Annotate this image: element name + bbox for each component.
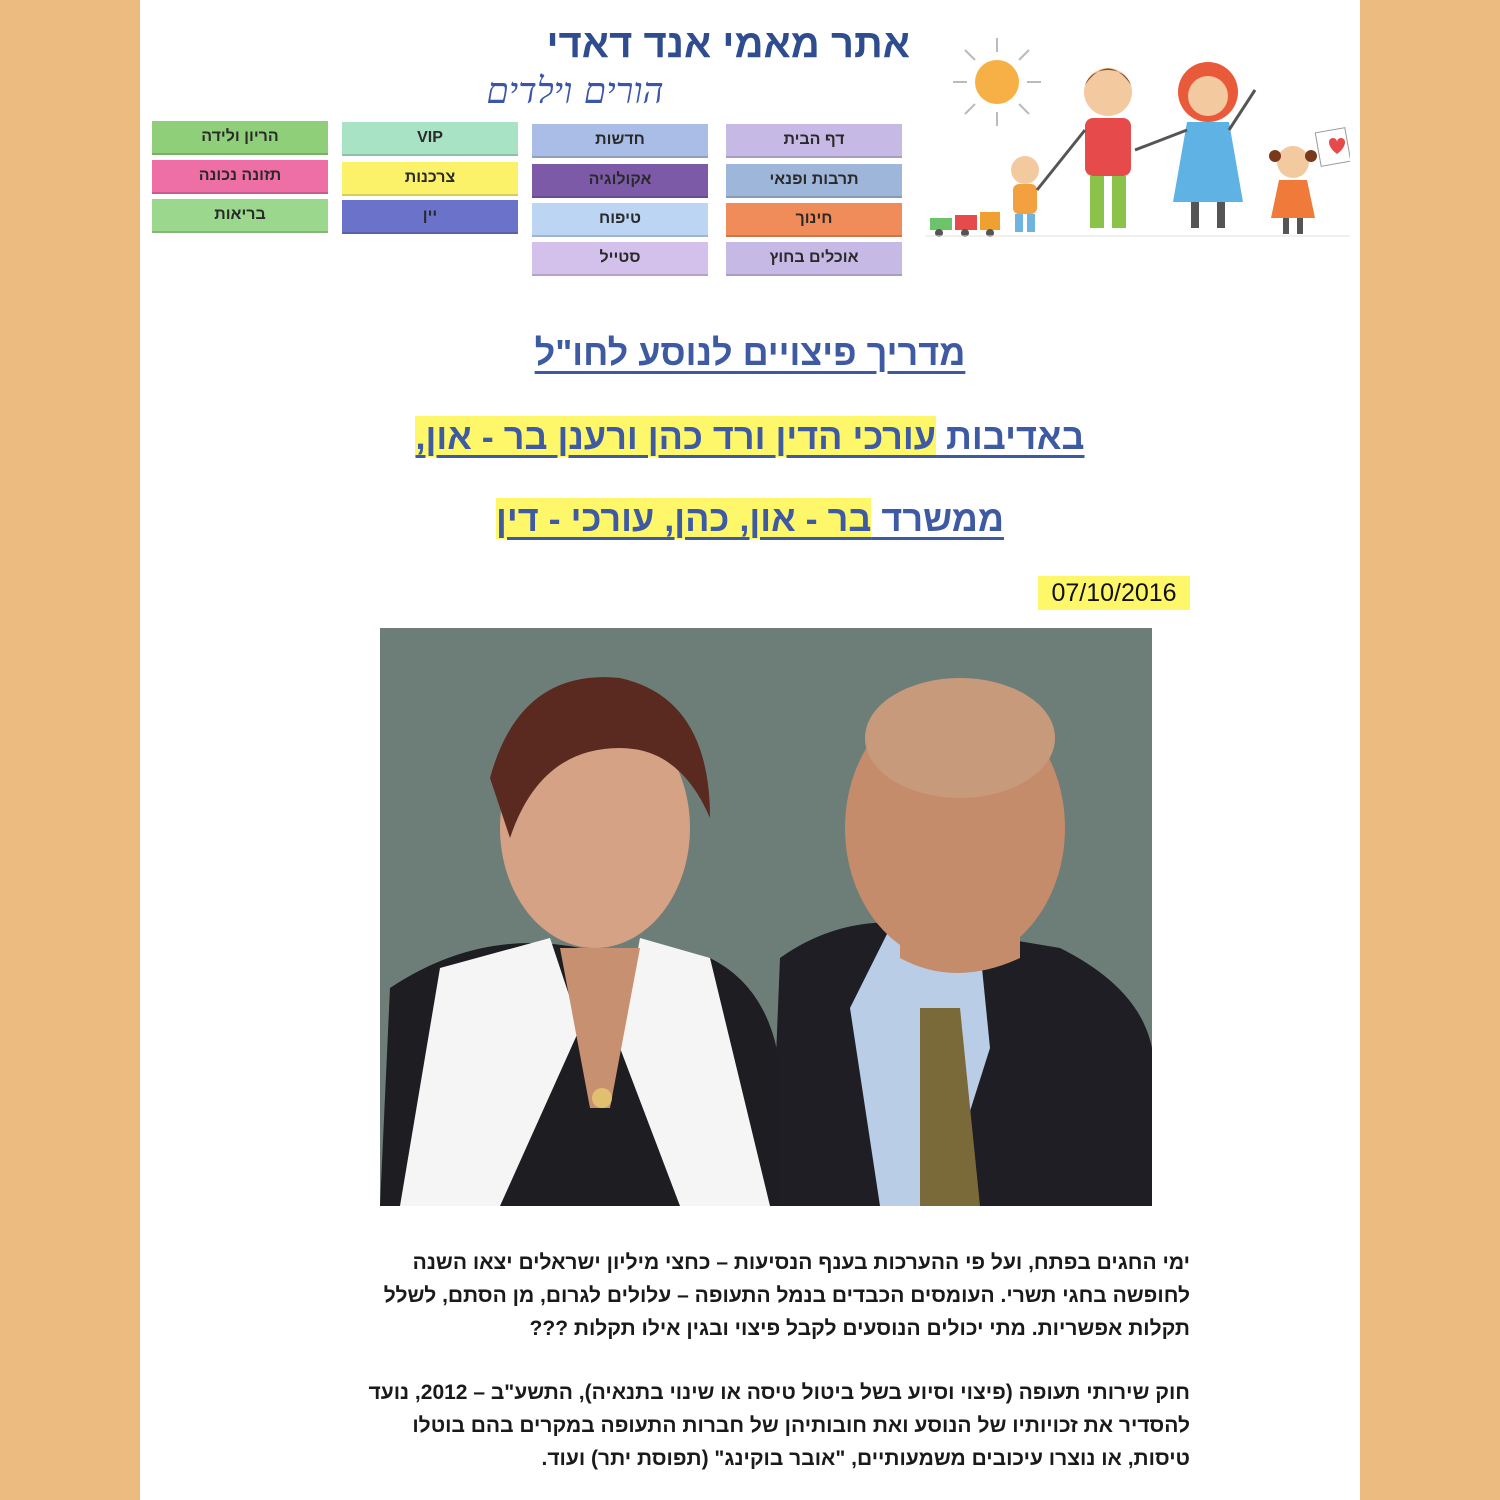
nav-education[interactable]: חינוך — [726, 203, 902, 237]
nav-home[interactable]: דף הבית — [726, 124, 902, 158]
nav-culture[interactable]: תרבות ופנאי — [726, 164, 902, 198]
courtesy-line — [140, 416, 1360, 458]
paragraph-2-line: טיסות, או נוצרו עיכובים משמעותיים, "אובר בוקינג" (תפוסת יתר) ועוד. — [541, 1447, 1190, 1470]
nav-eating-out[interactable]: אוכלים בחוץ — [726, 242, 902, 276]
nav-news[interactable]: חדשות — [532, 124, 708, 158]
courtesy-prefix: באדיבות — [936, 416, 1085, 457]
nav-vip[interactable]: VIP — [342, 122, 518, 156]
baby-figure — [1011, 156, 1039, 232]
site-title: אתר מאמי אנד דאדי — [546, 22, 910, 66]
paragraph-1-line: תקלות אפשריות. מתי יכולים הנוסעים לקבל פיצוי ובגין אילו תקלות ??? — [529, 1317, 1190, 1340]
nav-style[interactable]: סטייל — [532, 242, 708, 276]
nav-wine[interactable]: יין — [342, 200, 518, 234]
nav-nutrition[interactable]: תזונה נכונה — [152, 160, 328, 194]
nav-consumer[interactable]: צרכנות — [342, 162, 518, 196]
article-title-text: מדריך פיצויים לנוסע לחו"ל — [534, 332, 966, 373]
nav-ecology[interactable]: אקולוגיה — [532, 164, 708, 198]
firm-prefix: ממשרד — [871, 498, 1005, 539]
sun-icon — [953, 38, 1041, 126]
paragraph-2 — [300, 1376, 1190, 1475]
firm-line — [140, 498, 1360, 540]
site-subtitle: הורים וילדים — [486, 71, 664, 112]
paragraph-1-line: לחופשה בחגי תשרי. העומסים הכבדים בנמל התעופה – עלולים לגרום, מן הסתם, לשלל — [383, 1284, 1190, 1307]
father-figure — [1037, 68, 1132, 228]
paragraph-2-line: להסדיר את זכויותיו של הנוסע ואת חובותיהן של חברות התעופה במקרים בהם בוטלו — [412, 1414, 1190, 1437]
article-date: 07/10/2016 — [1038, 576, 1190, 610]
lawyers-photo — [380, 628, 1152, 1206]
mother-figure — [1135, 62, 1255, 228]
family-illustration — [925, 30, 1350, 250]
article-title — [140, 332, 1360, 374]
nav-pregnancy[interactable]: הריון ולידה — [152, 121, 328, 155]
paragraph-1-line: ימי החגים בפתח, ועל פי ההערכות בענף הנסיעות – כחצי מיליון ישראלים יצאו השנה — [412, 1251, 1190, 1274]
firm-name: בר - און, כהן, עורכי - דין — [495, 498, 872, 539]
nav-grooming[interactable]: טיפוח — [532, 203, 708, 237]
nav-health[interactable]: בריאות — [152, 199, 328, 233]
toy-train-icon — [930, 212, 1000, 237]
girl-figure — [1269, 128, 1350, 234]
paragraph-2-line: חוק שירותי תעופה (פיצוי וסיוע בשל ביטול טיסה או שינוי בתנאיה), התשע"ב – 2012, נועד — [368, 1381, 1190, 1404]
paragraph-1 — [300, 1246, 1190, 1345]
lawyers-names: עורכי הדין ורד כהן ורענן בר - און, — [415, 416, 937, 457]
